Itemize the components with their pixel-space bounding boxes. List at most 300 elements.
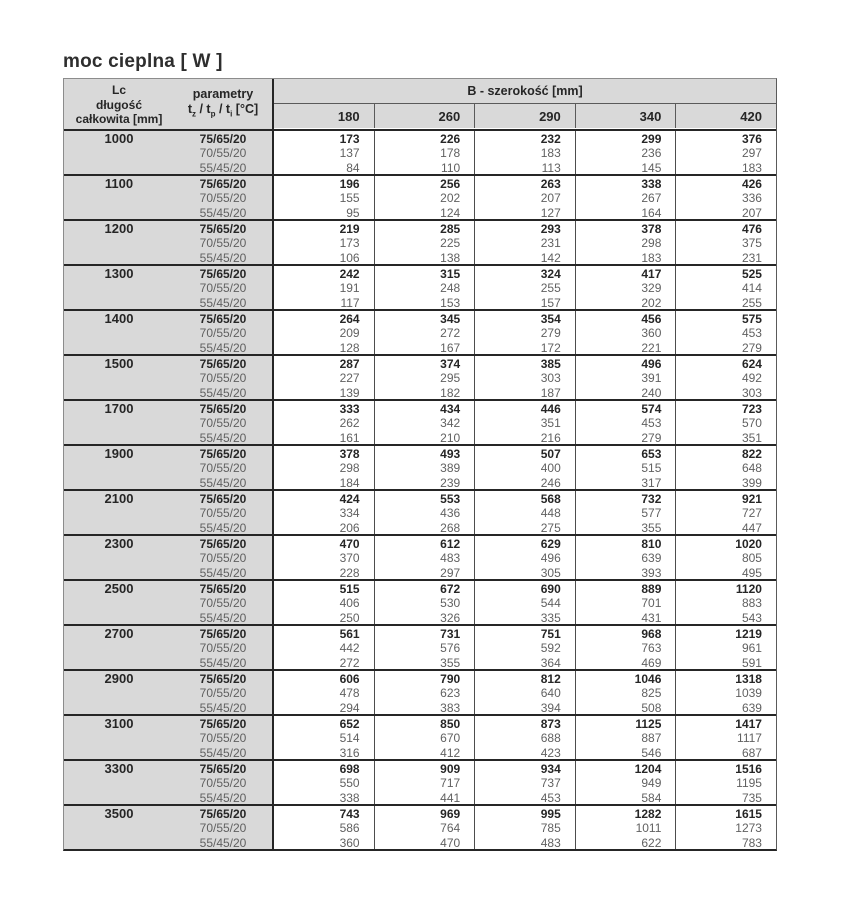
value-line: 690	[540, 582, 561, 596]
value-line: 246	[540, 475, 561, 489]
value-line: 399	[741, 475, 762, 489]
table-body	[64, 129, 776, 849]
value-line: 106	[339, 250, 360, 264]
param-line: 55/45/20	[199, 385, 247, 399]
value-line: 591	[741, 655, 762, 669]
value-line: 329	[641, 281, 662, 296]
value-line: 525	[741, 267, 762, 281]
page-title: moc cieplna [ W ]	[63, 51, 223, 72]
value-line: 751	[540, 627, 561, 641]
heat-output-table	[63, 78, 777, 851]
value-line: 299	[641, 132, 662, 146]
value-line: 743	[339, 807, 360, 821]
value-cell	[374, 221, 475, 264]
value-cell	[474, 536, 575, 579]
value-line: 822	[741, 447, 762, 461]
param-line: 75/65/20	[199, 582, 247, 596]
length-cell: 1200	[64, 221, 174, 264]
value-line: 256	[440, 177, 461, 191]
value-line: 285	[440, 222, 461, 236]
value-cell	[272, 311, 374, 354]
value-cell	[474, 581, 575, 624]
value-line: 275	[540, 520, 561, 534]
value-cell	[675, 581, 776, 624]
value-line: 909	[440, 762, 461, 776]
value-line: 1020	[735, 537, 762, 551]
value-cell	[575, 356, 676, 399]
value-line: 453	[741, 326, 762, 341]
table-row	[64, 489, 776, 534]
param-line: 75/65/20	[199, 717, 247, 731]
table-row	[64, 714, 776, 759]
param-cell	[174, 311, 272, 354]
value-line: 701	[641, 596, 662, 611]
value-line: 483	[540, 835, 561, 849]
value-line: 453	[641, 416, 662, 431]
value-line: 530	[440, 596, 461, 611]
value-line: 267	[641, 191, 662, 206]
value-line: 182	[440, 385, 461, 399]
value-line: 514	[339, 731, 360, 746]
value-cell	[272, 671, 374, 714]
value-line: 423	[540, 745, 561, 759]
value-line: 207	[540, 191, 561, 206]
value-line: 543	[741, 610, 762, 624]
value-line: 262	[339, 416, 360, 431]
value-line: 167	[440, 340, 461, 354]
value-line: 561	[339, 627, 360, 641]
width-header-cell: 340	[575, 104, 676, 128]
param-cell	[174, 536, 272, 579]
value-line: 412	[440, 745, 461, 759]
length-cell: 1400	[64, 311, 174, 354]
value-line: 1516	[735, 762, 762, 776]
value-line: 687	[741, 745, 762, 759]
value-line: 236	[641, 146, 662, 161]
value-line: 351	[540, 416, 561, 431]
value-line: 354	[540, 312, 561, 326]
param-line: 70/55/20	[199, 506, 247, 521]
value-line: 317	[641, 475, 662, 489]
value-line: 393	[641, 565, 662, 579]
value-line: 202	[440, 191, 461, 206]
value-line: 629	[540, 537, 561, 551]
value-line: 1273	[735, 821, 762, 836]
value-line: 431	[641, 610, 662, 624]
width-header-cell: 290	[474, 104, 575, 128]
value-line: 84	[346, 160, 360, 174]
value-line: 297	[440, 565, 461, 579]
value-line: 117	[340, 295, 360, 309]
value-line: 414	[741, 281, 762, 296]
value-line: 873	[540, 717, 561, 731]
length-cell: 1300	[64, 266, 174, 309]
table-row	[64, 759, 776, 804]
value-line: 406	[339, 596, 360, 611]
value-cell	[374, 761, 475, 804]
value-line: 315	[440, 267, 461, 281]
value-line: 137	[339, 146, 360, 161]
param-line: 70/55/20	[199, 461, 247, 476]
value-line: 124	[440, 205, 461, 219]
value-line: 812	[540, 672, 561, 686]
value-line: 334	[339, 506, 360, 521]
value-cell	[675, 131, 776, 174]
value-line: 805	[741, 551, 762, 566]
value-line: 342	[440, 416, 461, 431]
value-line: 155	[339, 191, 360, 206]
param-line: 70/55/20	[199, 371, 247, 386]
value-cell	[675, 446, 776, 489]
length-cell: 1000	[64, 131, 174, 174]
param-cell	[174, 716, 272, 759]
value-line: 391	[641, 371, 662, 386]
value-line: 207	[741, 205, 762, 219]
value-cell	[575, 131, 676, 174]
header-left-section	[64, 79, 272, 129]
value-line: 1195	[736, 776, 762, 791]
value-line: 622	[641, 835, 662, 849]
length-column-header	[64, 79, 174, 129]
value-line: 232	[540, 132, 561, 146]
value-cell	[575, 761, 676, 804]
param-line: 55/45/20	[199, 790, 247, 804]
param-line: 55/45/20	[199, 250, 247, 264]
value-line: 763	[641, 641, 662, 656]
value-line: 226	[440, 132, 461, 146]
value-line: 293	[540, 222, 561, 236]
length-header-line: długość	[95, 97, 142, 112]
value-line: 483	[440, 551, 461, 566]
value-line: 164	[641, 205, 662, 219]
value-cell	[374, 446, 475, 489]
value-line: 383	[440, 700, 461, 714]
value-line: 338	[641, 177, 662, 191]
length-cell: 2100	[64, 491, 174, 534]
value-line: 441	[440, 790, 461, 804]
value-line: 995	[540, 807, 561, 821]
params-header-formula: $t_z / t_p / t_i$ [°C]	[187, 101, 259, 119]
value-line: 360	[641, 326, 662, 341]
value-cell	[474, 491, 575, 534]
length-cell: 1500	[64, 356, 174, 399]
param-line: 70/55/20	[199, 191, 247, 206]
value-cell	[474, 761, 575, 804]
value-line: 1219	[735, 627, 762, 641]
value-line: 810	[641, 537, 662, 551]
value-line: 889	[641, 582, 662, 596]
value-cell	[374, 626, 475, 669]
params-header-title: parametry	[192, 86, 254, 101]
value-line: 723	[741, 402, 762, 416]
value-cell	[474, 806, 575, 849]
value-line: 737	[540, 776, 561, 791]
value-line: 436	[440, 506, 461, 521]
value-cell	[272, 491, 374, 534]
value-line: 231	[540, 236, 561, 251]
value-cell	[575, 806, 676, 849]
value-line: 209	[339, 326, 360, 341]
table-row	[64, 264, 776, 309]
table-row	[64, 129, 776, 174]
value-line: 1039	[735, 686, 762, 701]
value-cell	[675, 671, 776, 714]
value-line: 442	[339, 641, 360, 656]
value-cell	[272, 131, 374, 174]
param-line: 70/55/20	[199, 326, 247, 341]
param-line: 55/45/20	[199, 610, 247, 624]
value-cell	[575, 311, 676, 354]
value-line: 355	[440, 655, 461, 669]
value-line: 279	[741, 340, 762, 354]
param-cell	[174, 626, 272, 669]
value-line: 653	[641, 447, 662, 461]
length-cell: 1100	[64, 176, 174, 219]
value-line: 550	[339, 776, 360, 791]
value-cell	[474, 401, 575, 444]
param-cell	[174, 266, 272, 309]
value-line: 268	[440, 520, 461, 534]
value-line: 113	[541, 160, 561, 174]
value-line: 574	[641, 402, 662, 416]
value-cell	[474, 356, 575, 399]
value-line: 576	[440, 641, 461, 656]
params-column-header	[174, 79, 272, 129]
value-line: 183	[540, 146, 561, 161]
value-line: 378	[339, 447, 360, 461]
value-line: 335	[540, 610, 561, 624]
value-cell	[675, 536, 776, 579]
value-line: 417	[641, 267, 662, 281]
value-line: 127	[540, 205, 561, 219]
value-line: 469	[641, 655, 662, 669]
param-line: 75/65/20	[199, 627, 247, 641]
value-line: 887	[641, 731, 662, 746]
value-cell	[374, 311, 475, 354]
value-line: 221	[641, 340, 662, 354]
param-cell	[174, 221, 272, 264]
length-cell: 1900	[64, 446, 174, 489]
value-line: 496	[540, 551, 561, 566]
param-line: 70/55/20	[199, 776, 247, 791]
value-line: 305	[540, 565, 561, 579]
value-line: 298	[641, 236, 662, 251]
value-line: 568	[540, 492, 561, 506]
value-line: 850	[440, 717, 461, 731]
table-row	[64, 444, 776, 489]
value-line: 570	[741, 416, 762, 431]
value-line: 492	[741, 371, 762, 386]
value-cell	[374, 581, 475, 624]
value-line: 178	[440, 146, 461, 161]
value-line: 577	[641, 506, 662, 521]
value-cell	[374, 176, 475, 219]
param-line: 75/65/20	[199, 267, 247, 281]
value-line: 191	[339, 281, 360, 296]
value-line: 303	[741, 385, 762, 399]
table-row	[64, 309, 776, 354]
value-cell	[474, 626, 575, 669]
value-cell	[474, 131, 575, 174]
value-line: 783	[741, 835, 762, 849]
table-row	[64, 534, 776, 579]
value-line: 785	[540, 821, 561, 836]
length-cell: 3500	[64, 806, 174, 849]
value-cell	[675, 806, 776, 849]
value-line: 173	[339, 236, 360, 251]
value-line: 478	[339, 686, 360, 701]
value-line: 298	[339, 461, 360, 476]
param-line: 55/45/20	[199, 655, 247, 669]
param-line: 55/45/20	[199, 835, 247, 849]
value-line: 825	[641, 686, 662, 701]
param-line: 70/55/20	[199, 731, 247, 746]
value-line: 456	[641, 312, 662, 326]
param-line: 55/45/20	[199, 340, 247, 354]
length-cell: 2700	[64, 626, 174, 669]
value-cell	[374, 401, 475, 444]
value-cell	[575, 401, 676, 444]
param-line: 70/55/20	[199, 686, 247, 701]
value-line: 493	[440, 447, 461, 461]
value-line: 364	[540, 655, 561, 669]
value-line: 303	[540, 371, 561, 386]
width-header-cell: 420	[675, 104, 776, 128]
value-cell	[272, 536, 374, 579]
value-line: 1046	[634, 672, 662, 686]
value-line: 735	[741, 790, 762, 804]
table-row	[64, 624, 776, 669]
value-line: 544	[540, 596, 561, 611]
value-line: 183	[741, 160, 762, 174]
value-line: 385	[540, 357, 561, 371]
value-cell	[575, 491, 676, 534]
value-cell	[272, 581, 374, 624]
value-cell	[675, 761, 776, 804]
value-cell	[474, 311, 575, 354]
value-line: 883	[741, 596, 762, 611]
value-line: 670	[440, 731, 461, 746]
value-line: 255	[741, 295, 762, 309]
value-cell	[272, 176, 374, 219]
value-cell	[575, 716, 676, 759]
value-line: 515	[641, 461, 662, 476]
value-line: 1120	[735, 582, 762, 596]
value-line: 575	[741, 312, 762, 326]
value-line: 95	[346, 205, 360, 219]
param-line: 75/65/20	[199, 132, 247, 146]
width-header-cell: 260	[374, 104, 475, 128]
value-cell	[374, 806, 475, 849]
param-line: 75/65/20	[199, 357, 247, 371]
value-line: 968	[641, 627, 662, 641]
value-line: 336	[741, 191, 762, 206]
value-line: 400	[540, 461, 561, 476]
value-line: 640	[540, 686, 561, 701]
value-line: 172	[540, 340, 561, 354]
param-line: 55/45/20	[199, 565, 247, 579]
value-line: 1125	[635, 717, 662, 731]
value-line: 698	[339, 762, 360, 776]
value-line: 606	[339, 672, 360, 686]
value-line: 731	[440, 627, 461, 641]
value-cell	[575, 446, 676, 489]
value-line: 295	[440, 371, 461, 386]
value-cell	[675, 401, 776, 444]
value-line: 210	[440, 430, 461, 444]
table-header	[64, 79, 776, 129]
value-line: 272	[440, 326, 461, 341]
value-line: 216	[540, 430, 561, 444]
value-line: 231	[741, 250, 762, 264]
value-line: 446	[540, 402, 561, 416]
value-cell	[374, 716, 475, 759]
value-line: 426	[741, 177, 762, 191]
value-cell	[675, 716, 776, 759]
value-line: 153	[440, 295, 461, 309]
value-cell	[474, 671, 575, 714]
value-cell	[575, 671, 676, 714]
param-line: 75/65/20	[199, 402, 247, 416]
value-line: 338	[339, 790, 360, 804]
value-line: 184	[339, 475, 360, 489]
value-line: 507	[540, 447, 561, 461]
value-cell	[272, 806, 374, 849]
value-line: 370	[339, 551, 360, 566]
value-cell	[272, 266, 374, 309]
param-line: 75/65/20	[199, 222, 247, 236]
param-line: 55/45/20	[199, 745, 247, 759]
value-line: 1282	[634, 807, 662, 821]
param-line: 55/45/20	[199, 160, 247, 174]
width-header-cell: 180	[337, 108, 360, 124]
value-cell	[675, 176, 776, 219]
value-line: 138	[440, 250, 461, 264]
value-line: 187	[540, 385, 561, 399]
value-line: 934	[540, 762, 561, 776]
value-line: 145	[641, 160, 662, 174]
value-line: 294	[339, 700, 360, 714]
length-cell: 3100	[64, 716, 174, 759]
table-row	[64, 219, 776, 264]
value-line: 376	[741, 132, 762, 146]
param-line: 55/45/20	[199, 475, 247, 489]
value-cell	[272, 626, 374, 669]
value-line: 1117	[737, 731, 762, 746]
value-line: 1204	[634, 762, 662, 776]
param-line: 70/55/20	[199, 416, 247, 431]
value-cell	[474, 221, 575, 264]
value-cell	[575, 581, 676, 624]
value-line: 374	[440, 357, 461, 371]
param-line: 70/55/20	[199, 641, 247, 656]
width-values-row	[274, 104, 776, 128]
param-line: 75/65/20	[199, 312, 247, 326]
param-line: 70/55/20	[199, 146, 247, 161]
value-line: 255	[540, 281, 561, 296]
value-line: 553	[440, 492, 461, 506]
param-line: 70/55/20	[199, 821, 247, 836]
value-line: 453	[540, 790, 561, 804]
value-line: 584	[641, 790, 662, 804]
value-line: 183	[641, 250, 662, 264]
value-cell	[272, 356, 374, 399]
value-line: 202	[641, 295, 662, 309]
value-line: 1417	[735, 717, 762, 731]
value-line: 228	[339, 565, 360, 579]
value-line: 1011	[635, 821, 662, 836]
param-line: 70/55/20	[199, 596, 247, 611]
